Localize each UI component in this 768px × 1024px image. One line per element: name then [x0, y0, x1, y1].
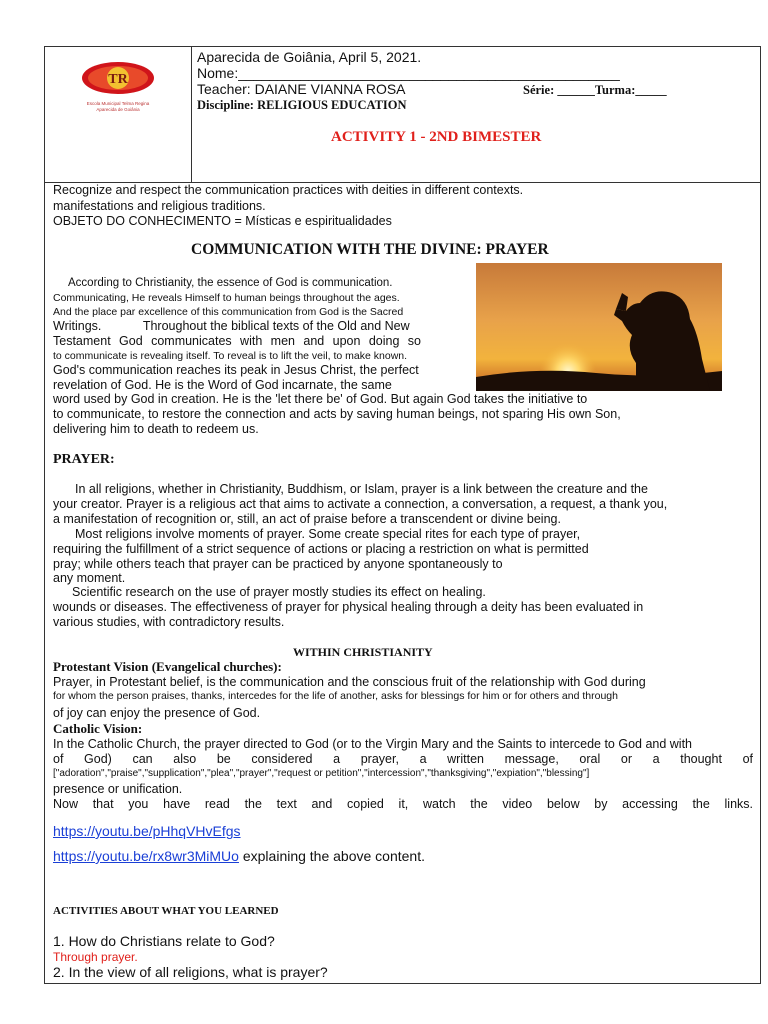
prayer-heading: PRAYER: — [53, 452, 115, 467]
p1-line-3: And the place par excellence of this communication from God is the Sacred — [53, 306, 404, 318]
catholic-line-5: Now that you have read the text and copied it, watch the video below by accessing the links. — [53, 797, 753, 811]
logo-letters: TR — [108, 72, 128, 87]
catholic-heading: Catholic Vision: — [53, 721, 143, 736]
catholic-line-4: presence or unification. — [53, 782, 183, 796]
p1-line-9: word used by God in creation. He is the 'let there be' of God. But again God takes the initiative to — [53, 392, 588, 406]
video-link-row-2 — [53, 848, 425, 864]
p1-line-7: God's communication reaches its peak in Jesus Christ, the perfect — [53, 363, 419, 377]
p2-line-1: In all religions, whether in Christianity, Buddhism, or Islam, prayer is a link between the creature and the — [75, 482, 648, 496]
catholic-line-3: ["adoration","praise","supplication","plea","prayer","request or petition","intercession","thanksgiving","expiation","blessing"] — [53, 768, 590, 779]
question-1: 1. How do Christians relate to God? — [53, 933, 275, 949]
discipline-value: RELIGIOUS EDUCATION — [257, 98, 407, 112]
school-logo-cell — [45, 47, 192, 182]
p2-line-2: your creator. Prayer is a religious act that aims to activate a connection, a conversation, a request, a thank you, — [53, 497, 668, 511]
praying-woman-sunset-image — [476, 263, 722, 391]
catholic-line-2: of God) can also be considered a prayer, a written message, oral or a thought of — [53, 752, 753, 766]
school-logo-icon — [75, 57, 161, 99]
logo-caption-line1: Escola Municipal Telma Regina — [86, 101, 150, 106]
serie-turma-field[interactable]: Série: ______Turma:_____ — [523, 83, 667, 97]
question-2: 2. In the view of all religions, what is prayer? — [53, 964, 328, 980]
video-link-2[interactable]: https://youtu.be/rx8wr3MiMUo — [53, 848, 239, 864]
p2-line-10: various studies, with contradictory results. — [53, 615, 285, 629]
protestant-line-1: Prayer, in Protestant belief, is the communication and the conscious fruit of the relationship with God during — [53, 675, 646, 689]
activities-heading: ACTIVITIES ABOUT WHAT YOU LEARNED — [53, 905, 279, 917]
within-christianity-heading: WITHIN CHRISTIANITY — [293, 645, 433, 659]
protestant-heading: Protestant Vision (Evangelical churches): — [53, 659, 282, 674]
teacher-name: Teacher: DAIANE VIANNA ROSA — [197, 81, 406, 97]
intro-line-2: manifestations and religious traditions. — [53, 199, 266, 213]
intro-line-3: OBJETO DO CONHECIMENTO = Místicas e espiritualidades — [53, 214, 392, 228]
p1-line-2: Communicating, He reveals Himself to human beings throughout the ages. — [53, 292, 400, 304]
video-link-row-1 — [53, 823, 241, 841]
p1-line-5: Testament God communicates with men and upon doing so — [53, 334, 421, 348]
p2-line-6: pray; while others teach that prayer can be practiced by anyone spontaneously to — [53, 557, 503, 571]
name-field[interactable]: Nome:_________________________________________________ — [197, 65, 620, 81]
p1-line-4: Writings. Throughout the biblical texts of the Old and New — [53, 319, 410, 333]
activity-title: ACTIVITY 1 - 2ND BIMESTER — [331, 129, 542, 145]
discipline-line — [197, 98, 407, 113]
catholic-line-1: In the Catholic Church, the prayer directed to God (or to the Virgin Mary and the Saints to intercede to God and with — [53, 737, 693, 751]
p1-line-1: According to Christianity, the essence of God is communication. — [68, 277, 393, 289]
video-link-1[interactable]: https://youtu.be/pHhqVHvEfgs — [53, 823, 241, 839]
p2-line-8: Scientific research on the use of prayer mostly studies its effect on healing. — [72, 585, 486, 599]
p2-line-9: wounds or diseases. The effectiveness of prayer for physical healing through a deity has been evaluated in — [53, 600, 644, 614]
p2-line-4: Most religions involve moments of prayer. Some create special rites for each type of prayer, — [75, 527, 581, 541]
logo-caption-line2: Aparecida de Goiânia — [96, 107, 140, 112]
worksheet — [44, 46, 761, 984]
p2-line-5: requiring the fulfillment of a strict sequence of actions or placing a restriction on what is permitted — [53, 542, 589, 556]
p1-line-10: to communicate, to restore the connection and acts by saving human beings, not sparing His own Son, — [53, 407, 621, 421]
p2-line-7: any moment. — [53, 571, 126, 585]
discipline-label: Discipline: — [197, 98, 254, 112]
header-table — [45, 47, 760, 183]
p1-line-8: revelation of God. He is the Word of God incarnate, the same — [53, 378, 392, 392]
p1-line-6: to communicate is revealing itself. To reveal is to lift the veil, to make known. — [53, 350, 408, 362]
p1-line-11: delivering him to death to redeem us. — [53, 422, 259, 436]
protestant-line-3: of joy can enjoy the presence of God. — [53, 706, 261, 720]
p2-line-3: a manifestation of recognition or, still, an act of praise before a transcendent or divine being. — [53, 512, 561, 526]
answer-1: Through prayer. — [53, 950, 138, 964]
main-title: COMMUNICATION WITH THE DIVINE: PRAYER — [191, 241, 549, 258]
intro-line-1: Recognize and respect the communication practices with deities in different contexts. — [53, 183, 524, 197]
protestant-line-2: for whom the person praises, thanks, intercedes for the life of another, asks for blessings for him or for others and through — [53, 690, 618, 702]
video-link-2-suffix: explaining the above content. — [238, 848, 425, 864]
place-date: Aparecida de Goiânia, April 5, 2021. — [197, 49, 422, 65]
